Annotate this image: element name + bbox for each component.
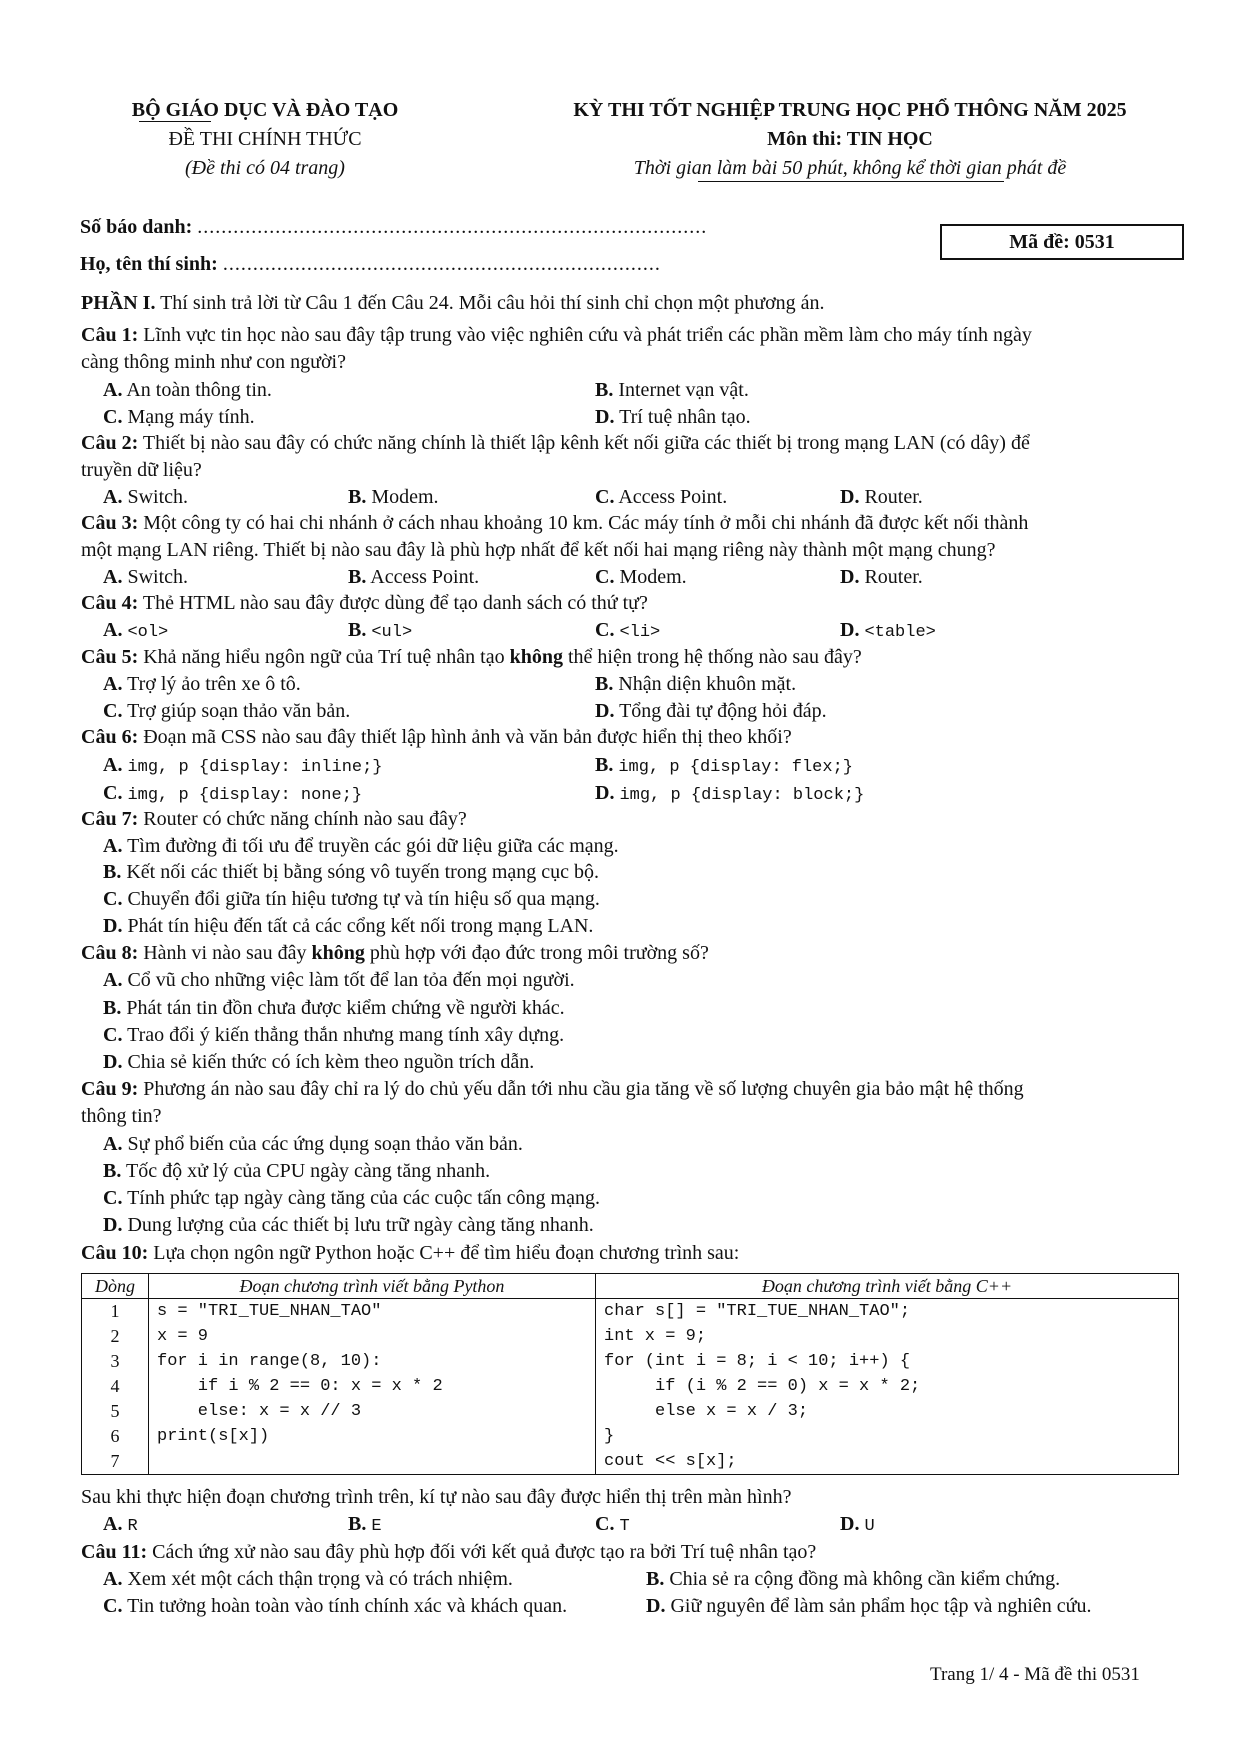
opt-letter: C.: [103, 782, 123, 804]
q8-option-a: [103, 967, 575, 994]
opt-letter: B.: [103, 1160, 122, 1182]
q6-stem: [81, 724, 792, 751]
q3-option-a: [103, 564, 188, 591]
opt-letter: A.: [103, 1133, 123, 1155]
q5-option-d: [595, 698, 827, 725]
opt-text: Xem xét một cách thận trọng và có trách nhiệm.: [127, 1568, 513, 1590]
q2-stem-line2: truyền dữ liệu?: [81, 459, 202, 481]
ministry-name: BỘ GIÁO DỤC VÀ ĐÀO TẠO: [131, 99, 399, 121]
q9-option-d: [103, 1212, 594, 1239]
q1-stem-line2: càng thông minh như con người?: [81, 351, 346, 373]
opt-text: Trao đổi ý kiến thẳng thắn nhưng mang tính xây dựng.: [127, 1024, 565, 1046]
q11-option-d: [646, 1593, 1091, 1620]
q7-option-b: [103, 859, 599, 886]
part1-title: PHẦN I.: [81, 292, 156, 314]
opt-letter: C.: [103, 888, 123, 910]
opt-text: E: [371, 1517, 382, 1536]
q5-text-post: thể hiện trong hệ thống nào sau đây?: [562, 646, 862, 668]
q3-stem-line2: một mạng LAN riêng. Thiết bị nào sau đây là phù hợp nhất để kết nối hai mạng riêng này thành một mạng chung?: [81, 539, 996, 561]
opt-text: img, p {display: block;}: [619, 786, 865, 805]
opt-text: <ol>: [127, 623, 169, 642]
opt-text: Chia sẻ ra cộng đồng mà không cần kiểm chứng.: [669, 1568, 1061, 1590]
q8-text-bold: không: [311, 942, 365, 964]
opt-letter: C.: [103, 406, 123, 428]
opt-text: img, p {display: inline;}: [127, 758, 383, 777]
opt-letter: D.: [840, 1513, 860, 1535]
q3-option-c: [595, 564, 687, 591]
opt-text: Cổ vũ cho những việc làm tốt để lan tỏa đến mọi người.: [127, 969, 575, 991]
opt-letter: A.: [103, 379, 123, 401]
opt-letter: A.: [103, 486, 123, 508]
python-code-line: [157, 1449, 587, 1474]
cpp-code-line: }: [604, 1427, 615, 1446]
q8-label: Câu 8:: [81, 942, 139, 964]
q3-label: Câu 3:: [81, 512, 139, 534]
q8-option-d: [103, 1049, 534, 1076]
line-number: 3: [110, 1351, 120, 1371]
opt-text: Trợ giúp soạn thảo văn bản.: [127, 700, 351, 722]
opt-letter: A.: [103, 969, 123, 991]
opt-text: T: [619, 1517, 630, 1536]
opt-text: img, p {display: none;}: [127, 786, 363, 805]
opt-text: Modem.: [371, 486, 439, 508]
page-footer: Trang 1/ 4 - Mã đề thi 0531: [930, 1664, 1140, 1685]
opt-letter: C.: [103, 700, 123, 722]
candidate-id-line: [80, 216, 707, 239]
cpp-code-line: if (i % 2 == 0) x = x * 2;: [604, 1377, 921, 1396]
opt-text: Mạng máy tính.: [127, 406, 255, 428]
q4-option-d: [840, 617, 936, 646]
q1-option-a: [103, 377, 272, 404]
candidate-id-dots: .....................................................................................: [197, 216, 708, 238]
opt-letter: A.: [103, 754, 123, 776]
opt-text: <ul>: [371, 623, 413, 642]
opt-text: <li>: [619, 623, 661, 642]
ministry-underline: [139, 121, 211, 122]
opt-text: <table>: [864, 623, 936, 642]
opt-text: Switch.: [127, 486, 189, 508]
opt-letter: D.: [595, 782, 615, 804]
opt-text: Giữ nguyên để làm sản phẩm học tập và nghiên cứu.: [670, 1595, 1092, 1617]
candidate-id-label: Số báo danh:: [80, 216, 193, 238]
q5-option-b: [595, 671, 796, 698]
q2-option-d: [840, 484, 923, 511]
q6-option-a: [103, 752, 383, 781]
opt-text: Trí tuệ nhân tạo.: [619, 406, 751, 428]
q7-label: Câu 7:: [81, 808, 139, 830]
q11-option-a: [103, 1566, 513, 1593]
python-code-line: else: x = x // 3: [157, 1402, 362, 1421]
line-number: 4: [110, 1376, 120, 1396]
q7-option-c: [103, 886, 600, 913]
opt-text: Router.: [864, 566, 923, 588]
q6-label: Câu 6:: [81, 726, 139, 748]
q9-option-c: [103, 1185, 600, 1212]
python-code-line: if i % 2 == 0: x = x * 2: [157, 1377, 443, 1396]
q2-option-c: [595, 484, 727, 511]
opt-text: Tìm đường đi tối ưu để truyền các gói dữ liệu giữa các mạng.: [127, 835, 619, 857]
pages-note: (Đề thi có 04 trang): [185, 157, 345, 179]
q10-stem: [81, 1240, 739, 1267]
cpp-code-line: cout << s[x];: [604, 1452, 737, 1471]
q6-option-d: [595, 780, 864, 809]
opt-letter: B.: [595, 754, 614, 776]
q4-option-c: [595, 617, 660, 646]
q2-text1: Thiết bị nào sau đây có chức năng chính là thiết lập kênh kết nối giữa các thiết bị trong mạng LAN (có dây) để: [138, 432, 1030, 454]
q11-label: Câu 11:: [81, 1541, 148, 1563]
opt-text: Chia sẻ kiến thức có ích kèm theo nguồn trích dẫn.: [127, 1051, 535, 1073]
q4-label: Câu 4:: [81, 592, 139, 614]
opt-letter: D.: [840, 619, 860, 641]
opt-text: Tin tưởng hoàn toàn vào tính chính xác và khách quan.: [127, 1595, 568, 1617]
q3-stem-line1: [81, 510, 1028, 537]
q3-option-b: [348, 564, 479, 591]
cpp-code-line: int x = 9;: [604, 1327, 707, 1346]
q9-label: Câu 9:: [81, 1078, 139, 1100]
line-number: 7: [110, 1451, 120, 1471]
opt-letter: C.: [103, 1187, 123, 1209]
q5-option-a: [103, 671, 301, 698]
python-code-line: s = "TRI_TUE_NHAN_TAO": [157, 1302, 382, 1321]
q2-label: Câu 2:: [81, 432, 139, 454]
opt-letter: A.: [103, 619, 123, 641]
q10-text1: Lựa chọn ngôn ngữ Python hoặc C++ để tìm hiểu đoạn chương trình sau:: [148, 1242, 740, 1264]
python-code-line: print(s[x]): [157, 1427, 270, 1446]
q10-label: Câu 10:: [81, 1242, 149, 1264]
q1-option-c: [103, 404, 255, 431]
opt-letter: B.: [348, 1513, 367, 1535]
opt-text: Phát tán tin đồn chưa được kiểm chứng về người khác.: [126, 997, 565, 1019]
opt-text: An toàn thông tin.: [126, 379, 272, 401]
opt-letter: D.: [595, 406, 615, 428]
opt-text: Sự phổ biến của các ứng dụng soạn thảo văn bản.: [127, 1133, 523, 1155]
q8-option-b: [103, 995, 565, 1022]
q4-stem: [81, 590, 648, 617]
opt-letter: B.: [348, 486, 367, 508]
code-table-body: [82, 1299, 1179, 1475]
header-cpp: Đoạn chương trình viết bằng C++: [596, 1274, 1179, 1299]
q1-text1: Lĩnh vực tin học nào sau đây tập trung vào việc nghiên cứu và phát triển các phần mềm làm cho máy tính ngày: [138, 324, 1032, 346]
opt-letter: B.: [595, 379, 614, 401]
q9-stem-line1: [81, 1076, 1024, 1103]
q6-option-b: [595, 752, 853, 781]
q7-text1: Router có chức năng chính nào sau đây?: [138, 808, 467, 830]
time-note: Thời gian làm bài 50 phút, không kể thời gian phát đề: [633, 157, 1067, 179]
opt-text: Kết nối các thiết bị bằng sóng vô tuyến trong mạng cục bộ.: [126, 861, 600, 883]
opt-text: Phát tín hiệu đến tất cả các cổng kết nối trong mạng LAN.: [127, 915, 594, 937]
q5-text-bold: không: [509, 646, 563, 668]
opt-text: Switch.: [127, 566, 189, 588]
q11-stem: [81, 1539, 816, 1566]
q1-option-b: [595, 377, 749, 404]
line-numbers: [82, 1299, 149, 1475]
opt-letter: C.: [595, 1513, 615, 1535]
cpp-code: [596, 1299, 1179, 1475]
cpp-code-line: for (int i = 8; i < 10; i++) {: [604, 1352, 911, 1371]
q9-option-b: [103, 1158, 490, 1185]
opt-letter: A.: [103, 673, 123, 695]
q7-stem: [81, 806, 467, 833]
header-line: Dòng: [82, 1274, 149, 1299]
q4-text1: Thẻ HTML nào sau đây được dùng để tạo danh sách có thứ tự?: [138, 592, 648, 614]
q2-stem-line1: [81, 430, 1030, 457]
opt-text: Nhận diện khuôn mặt.: [618, 673, 797, 695]
q9-text1: Phương án nào sau đây chỉ ra lý do chủ yếu dẫn tới nhu cầu gia tăng về số lượng chuyên gia bảo mật hệ thống: [138, 1078, 1024, 1100]
q10-after: Sau khi thực hiện đoạn chương trình trên, kí tự nào sau đây được hiển thị trên màn hình?: [81, 1486, 792, 1508]
part1-text: Thí sinh trả lời từ Câu 1 đến Câu 24. Mỗi câu hỏi thí sinh chỉ chọn một phương án.: [155, 292, 825, 314]
opt-letter: D.: [103, 1214, 123, 1236]
q5-label: Câu 5:: [81, 646, 139, 668]
q8-text-post: phù hợp với đạo đức trong môi trường số?: [364, 942, 709, 964]
opt-letter: B.: [595, 673, 614, 695]
opt-text: Tính phức tạp ngày càng tăng của các cuộc tấn công mạng.: [127, 1187, 600, 1209]
time-underline: [698, 181, 1004, 182]
candidate-name-label: Họ, tên thí sinh:: [80, 253, 218, 275]
python-code: [149, 1299, 596, 1475]
opt-letter: C.: [595, 486, 615, 508]
q10-option-a: [103, 1511, 138, 1540]
opt-text: Access Point.: [618, 486, 728, 508]
q8-option-c: [103, 1022, 564, 1049]
opt-letter: D.: [840, 566, 860, 588]
q3-option-d: [840, 564, 923, 591]
opt-text: Access Point.: [370, 566, 480, 588]
q1-label: Câu 1:: [81, 324, 139, 346]
line-number: 2: [110, 1326, 120, 1346]
q4-option-b: [348, 617, 412, 646]
cpp-code-line: char s[] = "TRI_TUE_NHAN_TAO";: [604, 1302, 911, 1321]
subject: Môn thi: TIN HỌC: [767, 128, 933, 150]
opt-letter: B.: [103, 997, 122, 1019]
python-code-line: for i in range(8, 10):: [157, 1352, 382, 1371]
opt-letter: C.: [595, 619, 615, 641]
opt-letter: D.: [646, 1595, 666, 1617]
q2-option-b: [348, 484, 439, 511]
q5-option-c: [103, 698, 350, 725]
official-label: ĐỀ THI CHÍNH THỨC: [168, 128, 362, 150]
q2-option-a: [103, 484, 188, 511]
opt-letter: D.: [103, 1051, 123, 1073]
opt-text: Internet vạn vật.: [618, 379, 749, 401]
candidate-name-line: [80, 253, 661, 276]
header-python: Đoạn chương trình viết bằng Python: [149, 1274, 596, 1299]
opt-letter: A.: [103, 566, 123, 588]
opt-text: Tổng đài tự động hỏi đáp.: [619, 700, 827, 722]
line-number: 1: [110, 1301, 120, 1321]
q4-option-a: [103, 617, 168, 646]
opt-letter: A.: [103, 835, 123, 857]
q10-option-d: [840, 1511, 875, 1540]
q3-text1: Một công ty có hai chi nhánh ở cách nhau khoảng 10 km. Các máy tính ở mỗi chi nhánh đã được kết nối thành: [138, 512, 1029, 534]
opt-text: Tốc độ xử lý của CPU ngày càng tăng nhanh.: [125, 1160, 491, 1182]
line-number: 6: [110, 1426, 120, 1446]
q9-option-a: [103, 1131, 523, 1158]
opt-text: Chuyển đổi giữa tín hiệu tương tự và tín hiệu số qua mạng.: [127, 888, 600, 910]
code-table: [81, 1273, 1179, 1475]
opt-letter: D.: [840, 486, 860, 508]
exam-title: KỲ THI TỐT NGHIỆP TRUNG HỌC PHỔ THÔNG NĂM 2025: [573, 99, 1127, 121]
exam-code-box: Mã đề: 0531: [940, 224, 1184, 260]
opt-letter: C.: [103, 1024, 123, 1046]
opt-letter: B.: [646, 1568, 665, 1590]
opt-text: Modem.: [619, 566, 687, 588]
q6-text1: Đoạn mã CSS nào sau đây thiết lập hình ảnh và văn bản được hiển thị theo khối?: [138, 726, 792, 748]
opt-text: img, p {display: flex;}: [618, 758, 853, 777]
q6-option-c: [103, 780, 362, 809]
opt-text: Trợ lý ảo trên xe ô tô.: [127, 673, 301, 695]
q1-option-d: [595, 404, 751, 431]
opt-letter: B.: [348, 619, 367, 641]
line-number: 5: [110, 1401, 120, 1421]
opt-letter: C.: [595, 566, 615, 588]
q11-option-c: [103, 1593, 567, 1620]
q10-option-c: [595, 1511, 630, 1540]
q11-option-b: [646, 1566, 1060, 1593]
q8-text-pre: Hành vi nào sau đây: [138, 942, 312, 964]
candidate-name-dots: .........................................................................: [222, 253, 661, 275]
part1-heading: [81, 290, 825, 317]
q11-text1: Cách ứng xử nào sau đây phù hợp đối với kết quả được tạo ra bởi Trí tuệ nhân tạo?: [147, 1541, 817, 1563]
python-code-line: x = 9: [157, 1327, 209, 1346]
opt-letter: A.: [103, 1568, 123, 1590]
opt-letter: A.: [103, 1513, 123, 1535]
q7-option-a: [103, 833, 619, 860]
opt-letter: B.: [348, 566, 367, 588]
opt-letter: B.: [103, 861, 122, 883]
code-table-header: [82, 1274, 1179, 1299]
opt-text: U: [864, 1517, 875, 1536]
q5-stem: [81, 644, 862, 671]
header-right: [500, 96, 1200, 183]
opt-text: Router.: [864, 486, 923, 508]
q5-text-pre: Khả năng hiểu ngôn ngữ của Trí tuệ nhân tạo: [138, 646, 510, 668]
opt-letter: D.: [103, 915, 123, 937]
q8-stem: [81, 940, 709, 967]
opt-letter: D.: [595, 700, 615, 722]
q7-option-d: [103, 913, 593, 940]
q1-stem-line1: [81, 322, 1032, 349]
q10-option-b: [348, 1511, 382, 1540]
opt-text: Dung lượng của các thiết bị lưu trữ ngày càng tăng nhanh.: [127, 1214, 594, 1236]
header-left: [100, 96, 430, 183]
opt-text: R: [127, 1517, 138, 1536]
opt-letter: C.: [103, 1595, 123, 1617]
q9-stem-line2: thông tin?: [81, 1105, 162, 1127]
cpp-code-line: else x = x / 3;: [604, 1402, 809, 1421]
